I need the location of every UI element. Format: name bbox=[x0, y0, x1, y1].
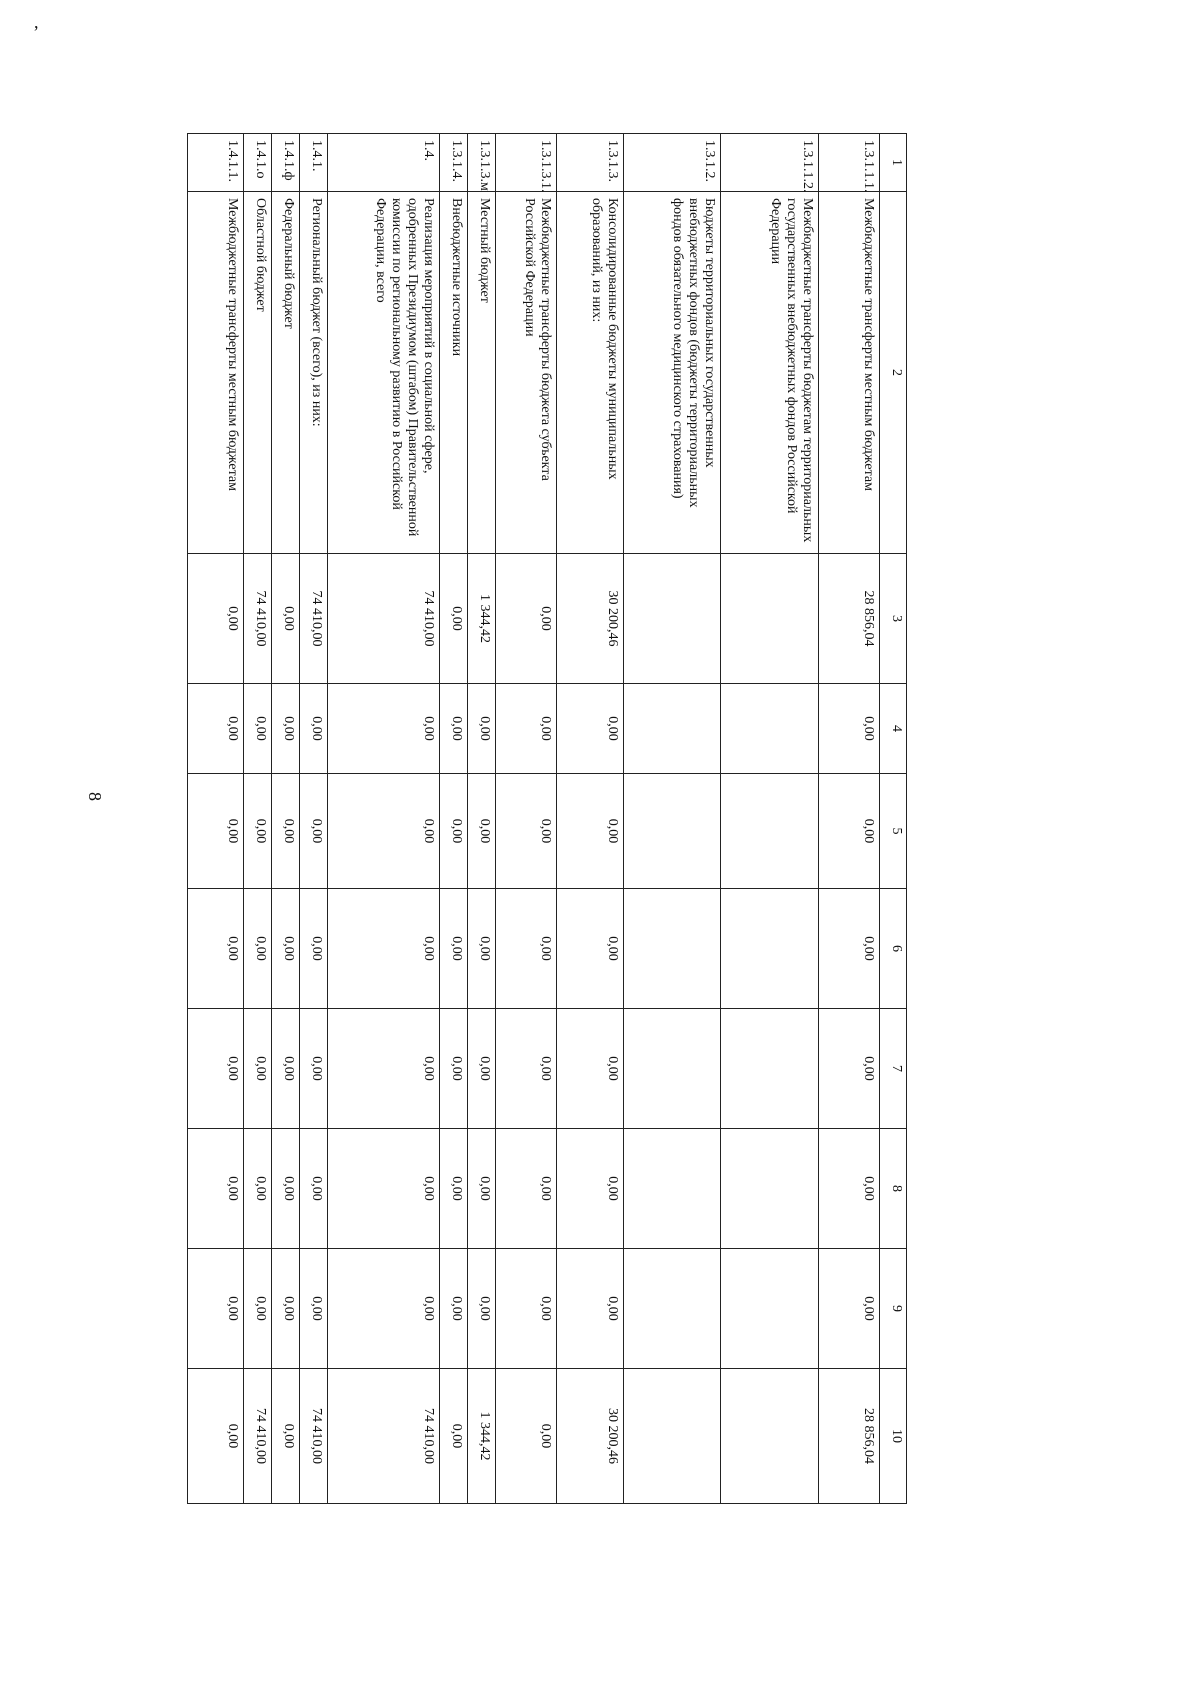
row-code: 1.4.1. bbox=[300, 134, 328, 192]
column-header-1: 1 bbox=[880, 134, 907, 192]
row-code: 1.3.1.3.1. bbox=[496, 134, 557, 192]
cell-col-9: 0,00 bbox=[557, 1249, 624, 1369]
cell-col-8: 0,00 bbox=[496, 1129, 557, 1249]
cell-col-3: 0,00 bbox=[272, 554, 300, 684]
cell-col-3: 0,00 bbox=[440, 554, 468, 684]
page-number: 8 bbox=[85, 792, 105, 801]
cell-col-10: 74 410,00 bbox=[328, 1369, 440, 1504]
row-code: 1.3.1.2. bbox=[624, 134, 720, 192]
cell-col-10 bbox=[720, 1369, 819, 1504]
cell-col-8: 0,00 bbox=[440, 1129, 468, 1249]
cell-col-10: 0,00 bbox=[496, 1369, 557, 1504]
cell-col-10: 0,00 bbox=[188, 1369, 244, 1504]
row-code: 1.3.1.4. bbox=[440, 134, 468, 192]
cell-col-8: 0,00 bbox=[819, 1129, 880, 1249]
cell-col-3: 74 410,00 bbox=[328, 554, 440, 684]
cell-col-9: 0,00 bbox=[300, 1249, 328, 1369]
cell-col-5: 0,00 bbox=[819, 774, 880, 889]
table-row bbox=[819, 134, 880, 1504]
row-name: Реализация мероприятий в социальной сфере, одобренных Президиумом (штабом) Правительственной комиссии по региональному развитию в Российской Федерации, всего bbox=[328, 192, 440, 554]
cell-col-4: 0,00 bbox=[468, 684, 496, 774]
cell-col-3: 0,00 bbox=[188, 554, 244, 684]
row-name: Местный бюджет bbox=[468, 192, 496, 554]
cell-col-5: 0,00 bbox=[496, 774, 557, 889]
row-code: 1.4.1.ф bbox=[272, 134, 300, 192]
cell-col-6: 0,00 bbox=[244, 889, 272, 1009]
cell-col-7: 0,00 bbox=[440, 1009, 468, 1129]
row-code: 1.4. bbox=[328, 134, 440, 192]
cell-col-6: 0,00 bbox=[440, 889, 468, 1009]
cell-col-5: 0,00 bbox=[272, 774, 300, 889]
cell-col-6: 0,00 bbox=[328, 889, 440, 1009]
cell-col-10: 30 200,46 bbox=[557, 1369, 624, 1504]
cell-col-4: 0,00 bbox=[328, 684, 440, 774]
cell-col-10: 0,00 bbox=[272, 1369, 300, 1504]
cell-col-5: 0,00 bbox=[440, 774, 468, 889]
rotated-table-container bbox=[187, 133, 907, 1503]
cell-col-9: 0,00 bbox=[272, 1249, 300, 1369]
header-row bbox=[880, 134, 907, 1504]
row-name: Федеральный бюджет bbox=[272, 192, 300, 554]
budget-table bbox=[187, 133, 907, 1504]
table-body bbox=[188, 134, 880, 1504]
cell-col-3 bbox=[720, 554, 819, 684]
cell-col-4: 0,00 bbox=[188, 684, 244, 774]
cell-col-8: 0,00 bbox=[244, 1129, 272, 1249]
cell-col-3 bbox=[624, 554, 720, 684]
cell-col-7: 0,00 bbox=[244, 1009, 272, 1129]
cell-col-3: 74 410,00 bbox=[244, 554, 272, 684]
cell-col-5 bbox=[624, 774, 720, 889]
table-row bbox=[440, 134, 468, 1504]
cell-col-8 bbox=[624, 1129, 720, 1249]
table-row bbox=[496, 134, 557, 1504]
column-header-4: 4 bbox=[880, 684, 907, 774]
cell-col-8: 0,00 bbox=[468, 1129, 496, 1249]
row-name: Межбюджетные трансферты местным бюджетам bbox=[188, 192, 244, 554]
column-header-3: 3 bbox=[880, 554, 907, 684]
row-name: Областной бюджет bbox=[244, 192, 272, 554]
row-name: Региональный бюджет (всего), из них: bbox=[300, 192, 328, 554]
cell-col-3: 28 856,04 bbox=[819, 554, 880, 684]
cell-col-4: 0,00 bbox=[496, 684, 557, 774]
table-row bbox=[244, 134, 272, 1504]
cell-col-7: 0,00 bbox=[188, 1009, 244, 1129]
row-name: Консолидированные бюджеты муниципальных образований, из них: bbox=[557, 192, 624, 554]
column-header-6: 6 bbox=[880, 889, 907, 1009]
cell-col-6: 0,00 bbox=[557, 889, 624, 1009]
cell-col-5: 0,00 bbox=[188, 774, 244, 889]
cell-col-9: 0,00 bbox=[440, 1249, 468, 1369]
cell-col-9: 0,00 bbox=[468, 1249, 496, 1369]
cell-col-4: 0,00 bbox=[272, 684, 300, 774]
row-code: 1.4.1.о bbox=[244, 134, 272, 192]
cell-col-5: 0,00 bbox=[328, 774, 440, 889]
cell-col-5: 0,00 bbox=[300, 774, 328, 889]
table-row bbox=[300, 134, 328, 1504]
column-header-2: 2 bbox=[880, 192, 907, 554]
cell-col-7 bbox=[624, 1009, 720, 1129]
cell-col-10: 74 410,00 bbox=[300, 1369, 328, 1504]
cell-col-4: 0,00 bbox=[300, 684, 328, 774]
cell-col-4: 0,00 bbox=[819, 684, 880, 774]
row-name: Внебюджетные источники bbox=[440, 192, 468, 554]
cell-col-7: 0,00 bbox=[468, 1009, 496, 1129]
cell-col-7: 0,00 bbox=[819, 1009, 880, 1129]
table-row bbox=[557, 134, 624, 1504]
cell-col-9 bbox=[624, 1249, 720, 1369]
cell-col-7: 0,00 bbox=[300, 1009, 328, 1129]
row-name: Межбюджетные трансферты бюджетам территориальных государственных внебюджетных фондов Российской Федерации bbox=[720, 192, 819, 554]
column-header-10: 10 bbox=[880, 1369, 907, 1504]
row-name: Межбюджетные трансферты бюджета субъекта Российской Федерации bbox=[496, 192, 557, 554]
cell-col-4: 0,00 bbox=[244, 684, 272, 774]
cell-col-3: 74 410,00 bbox=[300, 554, 328, 684]
row-name: Бюджеты территориальных государственных внебюджетных фондов (бюджеты территориальных фондов обязательного медицинского страхования) bbox=[624, 192, 720, 554]
cell-col-9: 0,00 bbox=[188, 1249, 244, 1369]
cell-col-9: 0,00 bbox=[328, 1249, 440, 1369]
cell-col-4: 0,00 bbox=[557, 684, 624, 774]
column-header-7: 7 bbox=[880, 1009, 907, 1129]
table-row bbox=[624, 134, 720, 1504]
row-code: 1.3.1.1.1. bbox=[819, 134, 880, 192]
cell-col-8: 0,00 bbox=[557, 1129, 624, 1249]
cell-col-7: 0,00 bbox=[272, 1009, 300, 1129]
table-row bbox=[188, 134, 244, 1504]
cell-col-6 bbox=[624, 889, 720, 1009]
cell-col-3: 0,00 bbox=[496, 554, 557, 684]
row-code: 1.3.1.3.м bbox=[468, 134, 496, 192]
cell-col-3: 1 344,42 bbox=[468, 554, 496, 684]
cell-col-5: 0,00 bbox=[468, 774, 496, 889]
cell-col-6 bbox=[720, 889, 819, 1009]
cell-col-10: 1 344,42 bbox=[468, 1369, 496, 1504]
cell-col-7: 0,00 bbox=[328, 1009, 440, 1129]
cell-col-8: 0,00 bbox=[272, 1129, 300, 1249]
stray-mark: , bbox=[34, 12, 39, 32]
cell-col-6: 0,00 bbox=[272, 889, 300, 1009]
cell-col-5: 0,00 bbox=[244, 774, 272, 889]
column-header-9: 9 bbox=[880, 1249, 907, 1369]
table-row bbox=[468, 134, 496, 1504]
row-code: 1.3.1.1.2. bbox=[720, 134, 819, 192]
cell-col-8 bbox=[720, 1129, 819, 1249]
cell-col-8: 0,00 bbox=[328, 1129, 440, 1249]
cell-col-6: 0,00 bbox=[468, 889, 496, 1009]
cell-col-10: 74 410,00 bbox=[244, 1369, 272, 1504]
cell-col-8: 0,00 bbox=[188, 1129, 244, 1249]
cell-col-5: 0,00 bbox=[557, 774, 624, 889]
cell-col-10: 28 856,04 bbox=[819, 1369, 880, 1504]
table-row bbox=[272, 134, 300, 1504]
row-code: 1.4.1.1. bbox=[188, 134, 244, 192]
cell-col-5 bbox=[720, 774, 819, 889]
cell-col-9: 0,00 bbox=[244, 1249, 272, 1369]
cell-col-7: 0,00 bbox=[557, 1009, 624, 1129]
table-row bbox=[328, 134, 440, 1504]
cell-col-10 bbox=[624, 1369, 720, 1504]
cell-col-9: 0,00 bbox=[819, 1249, 880, 1369]
cell-col-4: 0,00 bbox=[440, 684, 468, 774]
cell-col-3: 30 200,46 bbox=[557, 554, 624, 684]
cell-col-9 bbox=[720, 1249, 819, 1369]
cell-col-9: 0,00 bbox=[496, 1249, 557, 1369]
cell-col-6: 0,00 bbox=[300, 889, 328, 1009]
cell-col-6: 0,00 bbox=[188, 889, 244, 1009]
cell-col-7: 0,00 bbox=[496, 1009, 557, 1129]
row-code: 1.3.1.3. bbox=[557, 134, 624, 192]
cell-col-8: 0,00 bbox=[300, 1129, 328, 1249]
column-header-5: 5 bbox=[880, 774, 907, 889]
table-row bbox=[720, 134, 819, 1504]
cell-col-6: 0,00 bbox=[496, 889, 557, 1009]
column-header-8: 8 bbox=[880, 1129, 907, 1249]
cell-col-4 bbox=[720, 684, 819, 774]
cell-col-6: 0,00 bbox=[819, 889, 880, 1009]
row-name: Межбюджетные трансферты местным бюджетам bbox=[819, 192, 880, 554]
cell-col-7 bbox=[720, 1009, 819, 1129]
cell-col-10: 0,00 bbox=[440, 1369, 468, 1504]
cell-col-4 bbox=[624, 684, 720, 774]
